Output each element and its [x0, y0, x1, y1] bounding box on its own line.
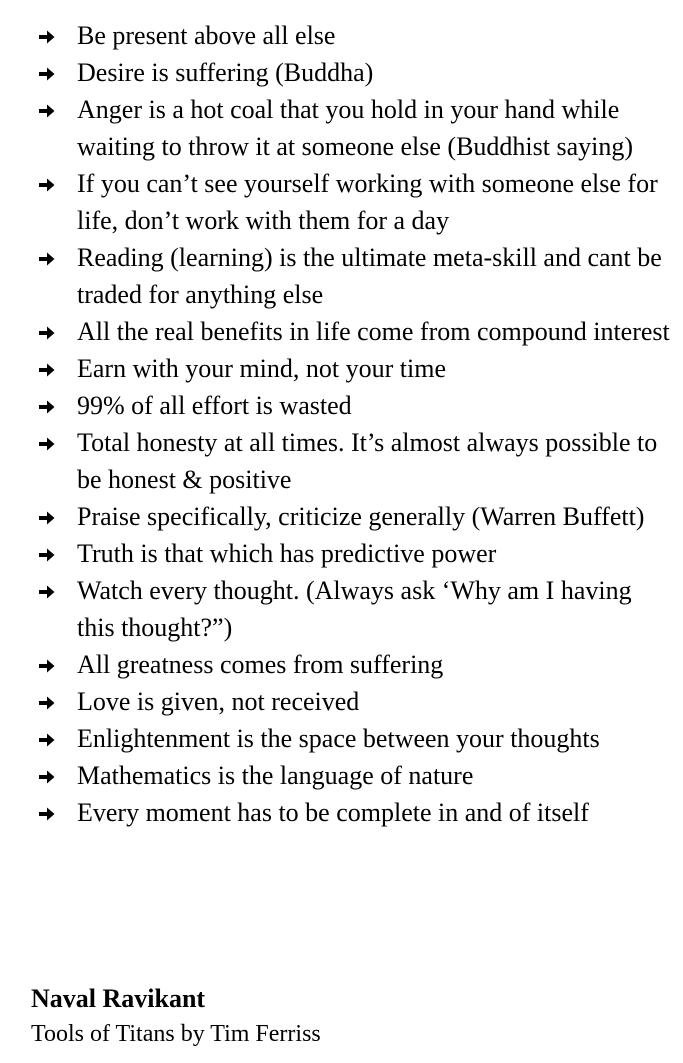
quote-text: Truth is that which has predictive power — [77, 539, 497, 568]
quote-item — [0, 350, 683, 387]
arrow-right-icon — [39, 548, 55, 562]
arrow-right-icon — [39, 252, 55, 266]
quote-item — [0, 720, 683, 757]
quote-item — [0, 424, 683, 498]
quote-item — [0, 165, 683, 239]
arrow-right-icon — [39, 326, 55, 340]
arrow-right-icon — [39, 770, 55, 784]
quote-text: Enlightenment is the space between your thoughts — [77, 724, 600, 753]
quote-item — [0, 498, 683, 535]
arrow-right-icon — [39, 104, 55, 118]
quote-text: 99% of all effort is wasted — [77, 391, 352, 420]
quote-text: If you can’t see yourself working with someone else for life, don’t work with them for a day — [77, 169, 658, 235]
arrow-right-icon — [39, 400, 55, 414]
quote-text: Watch every thought. (Always ask ‘Why am I having this thought?”) — [77, 576, 632, 642]
arrow-right-icon — [39, 178, 55, 192]
arrow-right-icon — [39, 511, 55, 525]
attribution-block — [31, 980, 321, 1051]
quote-item — [0, 794, 683, 831]
quote-text: Be present above all else — [77, 21, 336, 50]
quote-item — [0, 54, 683, 91]
quote-text: Total honesty at all times. It’s almost always possible to be honest & positive — [77, 428, 658, 494]
quote-item — [0, 757, 683, 794]
arrow-right-icon — [39, 67, 55, 81]
arrow-right-icon — [39, 437, 55, 451]
quote-text: Every moment has to be complete in and of itself — [77, 798, 589, 827]
quote-item — [0, 646, 683, 683]
quote-text: Earn with your mind, not your time — [77, 354, 447, 383]
arrow-right-icon — [39, 733, 55, 747]
quote-item — [0, 239, 683, 313]
quote-text: Desire is suffering (Buddha) — [77, 58, 374, 87]
arrow-right-icon — [39, 363, 55, 377]
quote-item — [0, 572, 683, 646]
quote-item — [0, 683, 683, 720]
arrow-right-icon — [39, 585, 55, 599]
arrow-right-icon — [39, 696, 55, 710]
arrow-right-icon — [39, 659, 55, 673]
source-title: Tools of Titans by Tim Ferriss — [31, 1021, 321, 1047]
quote-item — [0, 313, 683, 350]
quote-text: All the real benefits in life come from compound interest — [77, 317, 670, 346]
arrow-right-icon — [39, 807, 55, 821]
quote-text: Anger is a hot coal that you hold in your hand while waiting to throw it at someone else (Buddhist saying) — [77, 95, 634, 161]
quote-text: Love is given, not received — [77, 687, 360, 716]
quote-text: Reading (learning) is the ultimate meta-skill and cant be traded for anything else — [77, 243, 662, 309]
quote-item — [0, 387, 683, 424]
quote-item — [0, 91, 683, 165]
quote-item — [0, 17, 683, 54]
author-name: Naval Ravikant — [31, 984, 206, 1013]
quote-text: All greatness comes from suffering — [77, 650, 444, 679]
quote-item — [0, 535, 683, 572]
quote-text: Praise specifically, criticize generally (Warren Buffett) — [77, 502, 645, 531]
quote-text: Mathematics is the language of nature — [77, 761, 474, 790]
arrow-right-icon — [39, 30, 55, 44]
